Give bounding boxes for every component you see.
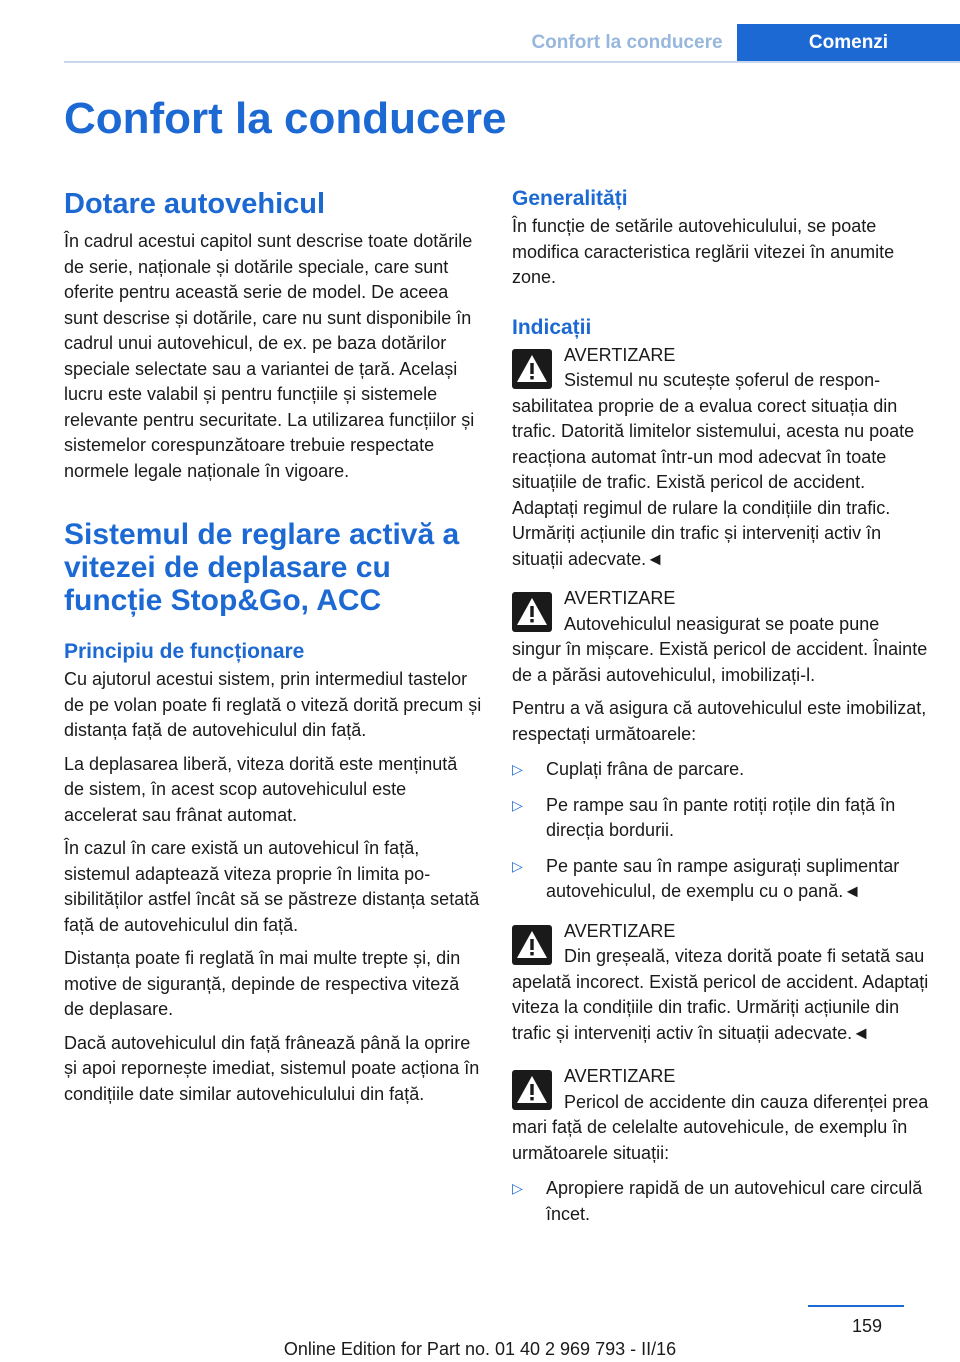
warning-triangle-icon bbox=[512, 1070, 552, 1110]
left-column bbox=[64, 180, 482, 1107]
page-title: Confort la conducere bbox=[64, 94, 507, 143]
edition-footer: Online Edition for Part no. 01 40 2 969 793 - II/16 bbox=[283, 1339, 677, 1359]
principle-paragraph-5: Dacă autovehiculul din față frânează până la oprire și apoi repornește imediat, sistemul poate acționa în condițiile date similar autovehiculului din față. bbox=[64, 1032, 480, 1104]
principle-paragraph-1: Cu ajutorul acestui sistem, prin intermediul tastelor de pe volan poate fi reglată o viteză dorită precum și distanța față de autovehiculul din față. bbox=[64, 669, 482, 740]
principle-paragraph-2: La deplasarea liberă, viteza dorită este menținută de sistem, în acest scop autovehiculul este accelerat sau frânat automat. bbox=[64, 753, 458, 825]
header-section-tab[interactable]: Confort la conducere bbox=[531, 32, 723, 53]
warning-label: AVERTIZARE bbox=[564, 920, 676, 941]
warning-block-3 bbox=[512, 919, 930, 1047]
warning-text-1: Sistemul nu scutește șoferul de responsabilitatea proprie de a evalua corect situația din trafic. Datorită limitelor sistemului, acesta nu poate reacționa automat într-un mod adecvat în toate situațiile de trafic. Există pericol de accident. Adaptați regimul de rulare la condițiile din trafic. Urmăriți acțiunile din trafic și interveniți activ în situații adecvate.◄ bbox=[512, 370, 915, 569]
footer-rule bbox=[808, 1305, 904, 1307]
warning-text-4: Pericol de accidente din cauza diferenței prea mari față de celelalte autovehicule, de exemplu în următoarele situații: bbox=[512, 1091, 929, 1163]
triangle-bullet-icon: ▷ bbox=[512, 761, 523, 777]
general-heading: Generalități bbox=[512, 187, 628, 210]
warning-text-2: Autovehiculul neasigurat se poate pune singur în mișcare. Există pericol de accident. Înainte de a părăsi autovehiculul, imobilizați-l. bbox=[512, 613, 928, 685]
list-item: ▷ Pe pante sau în rampe asigurați suplimentar autovehiculul, de exemplu cu o pană.◄ bbox=[512, 855, 900, 901]
principle-paragraph-3: În cazul în care există un autovehicul în față, sistemul adaptează viteza proprie în limita posibilităților astfel încât să se păstreze distanța setată față de autovehiculul din față. bbox=[64, 838, 480, 935]
page-number: 159 bbox=[852, 1316, 883, 1336]
list-item: ▷ Apropiere rapidă de un autovehicul care circulă încet. bbox=[512, 1178, 923, 1224]
warning-label: AVERTIZARE bbox=[564, 588, 676, 608]
warning-block-1 bbox=[512, 343, 930, 573]
triangle-bullet-icon: ▷ bbox=[512, 796, 523, 813]
notes-heading: Indicații bbox=[512, 315, 592, 339]
triangle-bullet-icon: ▷ bbox=[512, 1180, 523, 1196]
warning-text-3: Din greșeală, viteza dorită poate fi setată sau apelată incorect. Există pericol de accident. Adaptați viteza la condițiile din trafic. Urmăriți acțiunile din trafic și interveniți activ în situații adecvate.◄ bbox=[512, 946, 929, 1043]
warning-triangle-icon bbox=[512, 349, 552, 389]
header-chapter-tab[interactable]: Comenzi bbox=[737, 24, 960, 62]
principle-paragraph-4: Distanța poate fi reglată în mai multe trepte și, din motive de siguranță, depinde de respectiva viteză de deplasare. bbox=[64, 948, 461, 1019]
warning-block-4 bbox=[512, 1064, 930, 1166]
warning-triangle-icon bbox=[512, 592, 552, 632]
acc-heading: Sistemul de reglare activă a vitezei de deplasare cu funcție Stop&Go, ACC bbox=[64, 518, 460, 617]
triangle-bullet-icon: ▷ bbox=[512, 857, 523, 874]
warning-label: AVERTIZARE bbox=[564, 344, 676, 365]
principle-heading: Principiu de funcționare bbox=[64, 640, 305, 663]
list-item: ▷ Pe rampe sau în pante rotiți roțile din față în direcția bordurii. bbox=[512, 794, 896, 840]
warning-triangle-icon bbox=[512, 925, 552, 965]
list-item: ▷ Cuplați frâna de parcare. bbox=[512, 757, 930, 783]
secure-intro: Pentru a vă asigura că autovehiculul este imobilizat, respectați următoarele: bbox=[512, 698, 927, 744]
warning-block-2 bbox=[512, 586, 930, 688]
header-rule bbox=[64, 61, 960, 63]
warning-label: AVERTIZARE bbox=[564, 1066, 676, 1086]
equipment-heading: Dotare autovehicul bbox=[64, 188, 326, 220]
general-text: În funcție de setările autovehiculului, se poate modifica caracteristica reglării vitezei în anumite zone. bbox=[512, 216, 895, 287]
equipment-text: În cadrul acestui capitol sunt descrise toate dotările de serie, naționale și dotările speciale, care sunt oferite pentru această serie de model. De aceea sunt descrise și dotările, care nu sunt disponibile în cadrul unui autovehicul, de ex. pe baza dotărilor speciale selectate sau a variantei de țară. Același lucru este valabil și pentru funcțiile și sistemele relevante pentru securitate. La utilizarea funcțiilor și sistemelor corespunzătoare trebuie respectate normele legale naționale în vigoare. bbox=[64, 231, 475, 481]
right-column bbox=[512, 180, 930, 1227]
